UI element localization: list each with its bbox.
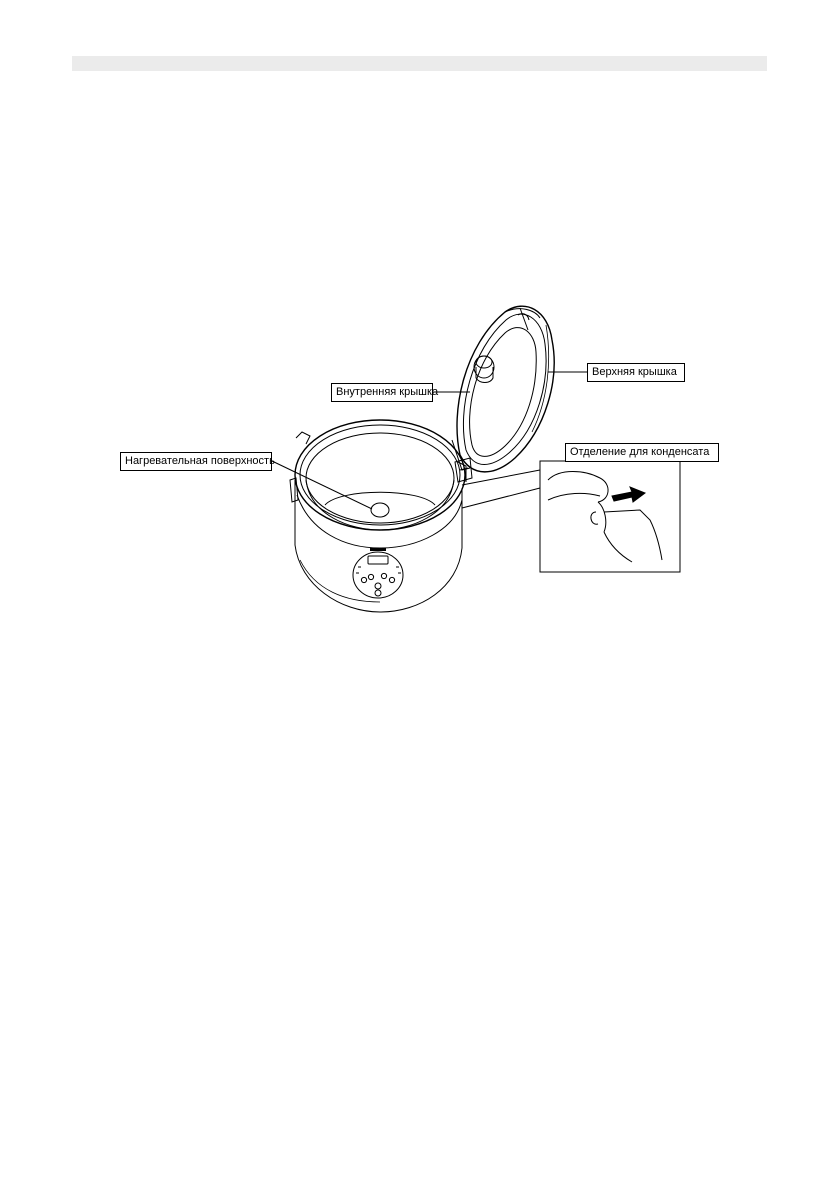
inner-lid	[470, 328, 537, 457]
upper-lid	[452, 306, 554, 472]
inner-lid-label: Внутренняя крышка	[331, 383, 433, 402]
control-panel	[353, 548, 403, 598]
condensate-compartment-label: Отделение для конденсата	[565, 443, 719, 462]
condensate-inset	[540, 461, 680, 572]
upper-lid-label: Верхняя крышка	[587, 363, 685, 382]
heating-surface-label: Нагревательная поверхность	[120, 452, 272, 471]
